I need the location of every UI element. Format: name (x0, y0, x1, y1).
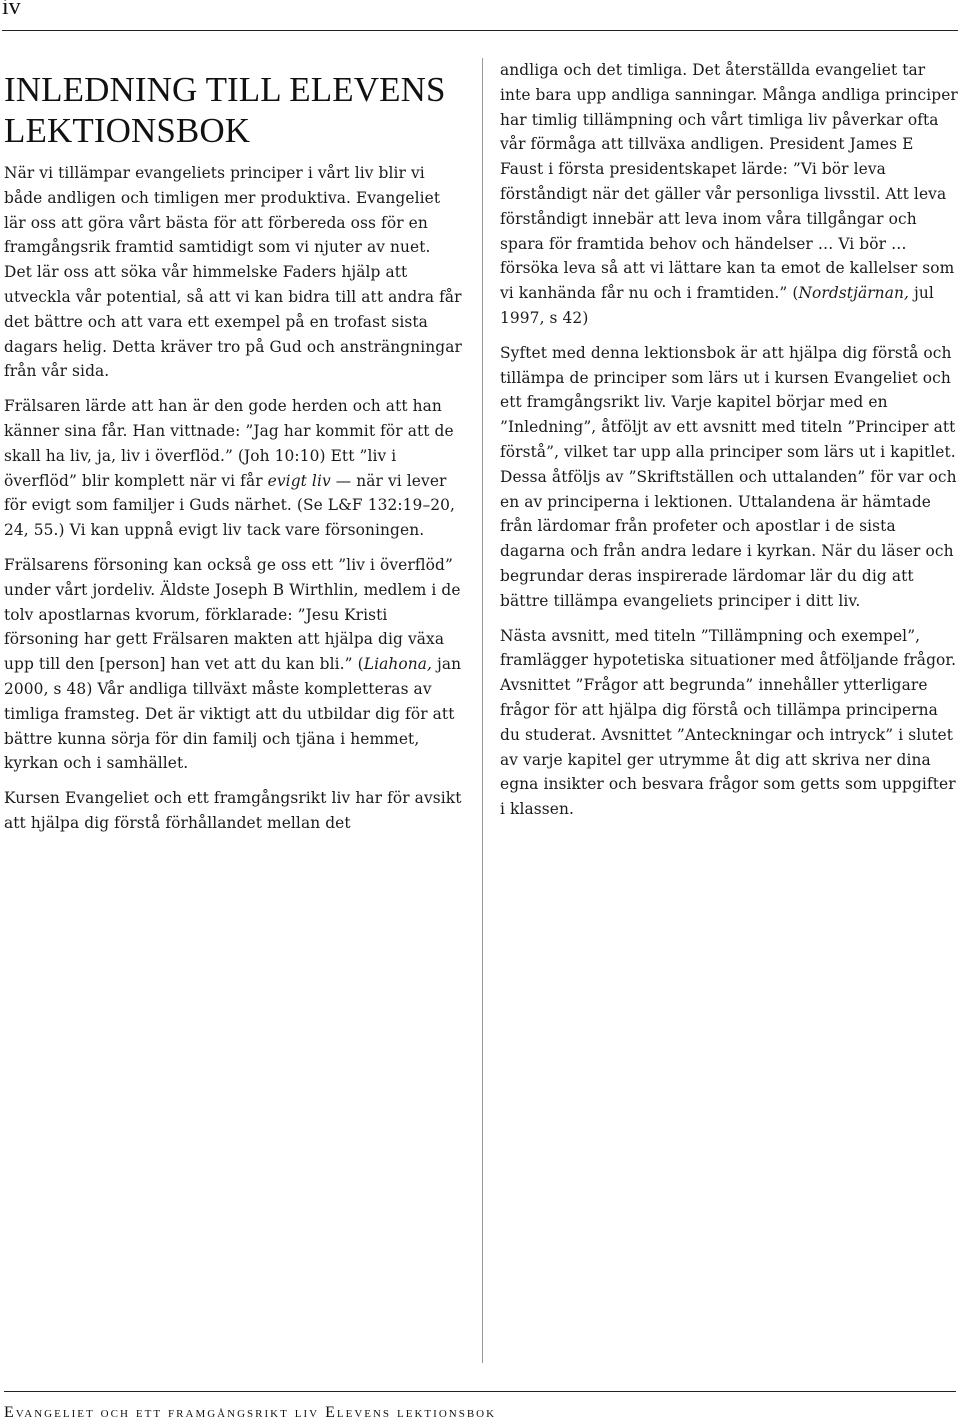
page-title: INLEDNING TILL ELEVENS LEKTIONSBOK (4, 70, 446, 150)
paragraph-next-section: Nästa avsnitt, med titeln ”Tillämpning och exempel”, framlägger hypotetiska situationer med åtföljande frågor. Avsnittet ”Frågor att begrunda” innehåller ytterligare frågor för att hjälpa dig förstå och tillämpa principerna du studerat. Avsnittet ”Anteckningar och intryck” i slutet av varje kapitel ger utrymme åt dig att skriva ner dina egna insikter och besvara frågor som getts som uppgifter i klassen. (500, 626, 957, 819)
text-run: Frälsarens försoning kan också ge oss ett ”liv i överflöd” under vårt jordeliv. Äldste Joseph B Wirthlin, medlem i de tolv apostlarnas kvorum, förklarade: ”Jesu Kristi försoning har gett Frälsaren makten att hjälpa dig växa upp till den [person] han vet att du kan bli.” ( (4, 555, 461, 674)
emphasis-eternal-life: evigt liv (267, 471, 331, 490)
paragraph-manual-purpose: Syftet med denna lektionsbok är att hjälpa dig förstå och tillämpa de principer som lärs ut i kursen Evangeliet och ett framgångsrikt liv. Varje kapitel börjar med en ”Inledning”, åtföljt av ett avsnitt med titeln ”Principer att förstå”, vilket tar upp alla principer som lärs ut i kapitlet. Dessa åtföljs av ”Skriftställen och uttalanden” för var och en av principerna i lektionen. Uttalandena är hämtade från lärdomar från profeter och apostlar i de sista dagarna och från andra ledare i kyrkan. När du läser och begrundar deras inspirerade lärdomar lär du dig att bättre tillämpa evangeliets principer i ditt liv. (500, 343, 957, 610)
column-divider (482, 58, 483, 1363)
footer-rule (4, 1391, 956, 1392)
text-run: jan 2000, s 48) Vår andliga tillväxt måste kompletteras av timliga framsteg. Det är viktigt att du utbildar dig för att bättre kunna sörja för din familj och tjäna i hemmet, kyrkan och i samhället. (4, 655, 462, 773)
citation-liahona: Liahona, (363, 655, 433, 674)
text-run: — när vi lever för evigt som familjer i Guds närhet. (Se L&F 132:19–20, 24, 55.) Vi kan uppnå evigt liv tack vare försoningen. (4, 471, 456, 540)
left-column (4, 69, 462, 846)
page-number: iv (2, 0, 21, 20)
right-column (500, 58, 958, 832)
text-run: andliga och det timliga. Det återställda evangeliet tar inte bara upp andliga sanningar. Många andliga principer har timlig tillämpning och vårt timliga liv påverkar ofta vår förmåga att tillväxa andligen. President James E Faust i första presidentskapet lärde: ”Vi bör leva förståndigt när det gäller vår personliga livsstil. Att leva förståndigt innebär att leva inom våra tillgångar och spara för framtida behov och händelser … Vi bör … försöka leva så att vi lättare kan ta emot de kallelser som vi kanhända får nu och i framtiden.” ( (500, 61, 958, 303)
paragraph-spiritual-temporal (500, 58, 958, 331)
running-footer: Evangeliet och ett framgångsrikt liv Elevens lektionsbok (4, 1404, 497, 1421)
paragraph-good-shepherd (4, 394, 462, 543)
paragraph-atonement (4, 553, 462, 776)
text-run: Frälsaren lärde att han är den gode herden och att han känner sina får. Han vittnade: ”Jag har kommit för att de skall ha liv, ja, liv i överflöd.” (Joh 10:10) Ett ”liv i överflöd” blir komplett när vi får (4, 397, 454, 490)
paragraph-course-purpose: Kursen Evangeliet och ett framgångsrikt liv har för avsikt att hjälpa dig förstå förhållandet mellan det (4, 789, 462, 832)
paragraph-intro: När vi tillämpar evangeliets principer i vårt liv blir vi både andligen och timligen mer produktiva. Evangeliet lär oss att göra vårt bästa för att förbereda oss för en framgångsrik framtid samtidigt som vi njuter av nuet. Det lär oss att söka vår himmelske Faders hjälp att utveckla vår potential, så att vi kan bidra till att andra får det bättre och att vara ett exempel på en trofast sista dagars helig. Detta kräver tro på Gud och ansträngningar från vår sida. (4, 164, 462, 381)
citation-nordstjarnan: Nordstjärnan, (798, 284, 909, 303)
text-run: jul 1997, s 42) (500, 284, 934, 327)
header-rule (2, 30, 958, 31)
